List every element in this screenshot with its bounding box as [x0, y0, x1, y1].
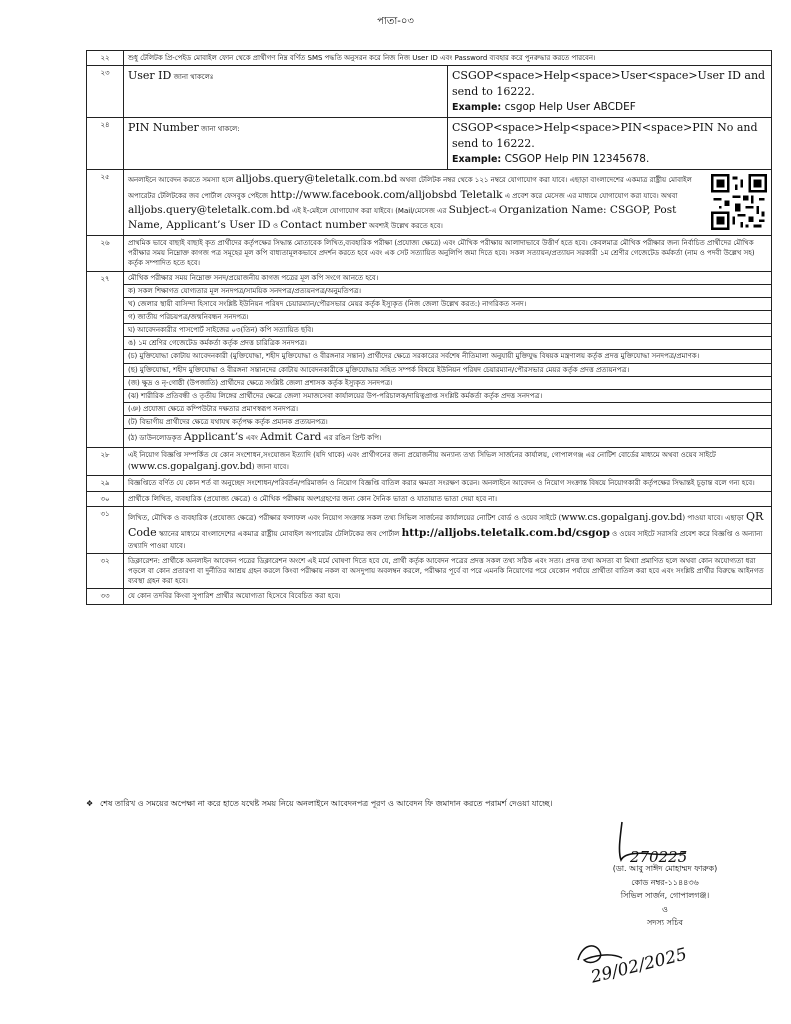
row-text: বিজ্ঞপ্তিতে বর্ণিত যে কোন শর্ত বা অনুচ্ছেদ সংশোধন/পরিবর্তন/পরিমার্জন ও নিয়োগ বিজ্ঞপ্তি বাতিল করার ক্ষমতা সংরক্ষণ করেন। অনলাইনে আবেদন ও নিয়োগ সংক্রান্ত বিষয়ে নিয়োগকারী কর্তৃপক্ষের সিদ্ধান্তই চূড়ান্ত বলে গন্য হবে।: [124, 476, 772, 491]
row-number: ৩০: [87, 491, 124, 506]
table-row: [87, 66, 772, 118]
table-row: [87, 447, 772, 476]
advice-note: ❖ শেষ তারিখ ও সময়ের অপেক্ষা না করে হাতে যথেষ্ট সময় নিয়ে অনলাইনে আবেদনপত্র পূরণ ও আবেদন ফি জমাদান করতে পরামর্শ দেওয়া যাচ্ছে।: [100, 798, 760, 811]
row-text: প্রাথমিক ভাবে বাছাই বাছাই কৃত প্রার্থীদের কর্তৃপক্ষের সিদ্ধান্ত মোতাবেক লিখিত,ব্যবহারিক পরীক্ষা (প্রযোজ্য ক্ষেত্রে) এবং মৌখিক পরীক্ষায় আলাদাভাবে উত্তীর্ণ হতে হবে। কেবলমাত্র মৌখিক পরীক্ষার জন্য নির্বাচিত প্রার্থীদের মৌখিক পরীক্ষার সময় নিম্নোক্ত কাগজ পত্র সমূহের মূল কপি বাধ্যতামূলকভাবে প্রদর্শন করতে হবে এবং এক সেট সত্যায়িত অনুলিপি জমা দিতে হবে। সকল সত্যায়ন/প্রত্যায়ন সরকারী ১ম শ্রেণীর গেজেটেড কর্মকর্তা (নাম ও পদবী উল্লেখ সহ) কর্তৃক সম্পাদিত হতে হবে।: [124, 236, 772, 271]
qr-code-icon: [711, 174, 767, 230]
star-bullet-icon: ❖: [86, 799, 94, 808]
row-number: ২৮: [87, 447, 124, 476]
table-row: [87, 170, 772, 236]
row-number: ২৯: [87, 476, 124, 491]
list-item: (জ) ক্ষুদ্র ও নৃ-গোষ্ঠী (উপজাতি) প্রার্থীদের ক্ষেত্রে সংশ্লিষ্ট জেলা প্রশাসক কর্তৃক ইস্যুকৃত সনদপত্র।: [124, 376, 771, 389]
sms-label: User ID জানা থাকলেঃ: [124, 66, 448, 118]
signatory-name: (ডা. আবু সাঈদ মোহাম্মদ ফারুক): [612, 864, 718, 873]
list-item: মৌখিক পরীক্ষার সময় নিম্নোক্ত সনদ/প্রয়োজনীয় কাগজ পত্রের মূল কপি সংগে আনতে হবে।: [128, 273, 379, 282]
table-row: [87, 51, 772, 66]
list-item: খ) জেলার স্থায়ী বাসিন্দা হিসাবে সংশ্লিষ্ট ইউনিয়ন পরিষদ চেয়ারম্যান/পৌরসভার মেয়র কর্তৃক ইস্যুকৃত (নিজ জেলা উল্লেখ করত:) নাগরিকত সনদ।: [124, 297, 771, 310]
list-item: (ছ) মুক্তিযোদ্ধা, শহীদ মুক্তিযোদ্ধা ও বীরঙ্গনা সন্তানদের কোটায় আবেদনকারীকে মুক্তিযোদ্ধার সহিত সম্পর্ক বিষয়ে ইউনিয়ন পরিষদ চেয়ারম্যান/পৌরসভার মেয়র কর্তৃক প্রদত্ত প্রত্যয়নপত্র।: [124, 363, 771, 376]
sms-format: CSGOP<space>Help<space>User<space>User ID and send to 16222. Example: csgop Help User ABCDEF: [448, 66, 772, 118]
signature-block: [560, 862, 770, 930]
list-item: (ট) বিভাগীয় প্রার্থীদের ক্ষেত্রে যথাযথ কর্তৃপক্ষ কর্তৃক প্রমানক প্রত্যয়নপত্র।: [124, 415, 771, 428]
row-text: যে কোন তদবির কিংবা সুপারিশ প্রার্থীর অযোগ্যতা হিসেবে বিবেচিত করা হবে।: [124, 589, 772, 604]
document-list: [124, 271, 772, 447]
row-number: ২৩: [87, 66, 124, 118]
row-number: ২৪: [87, 118, 124, 170]
table-row: [87, 491, 772, 506]
row-number: ৩৩: [87, 589, 124, 604]
list-item: ক) সকল শিক্ষাগত যোগ্যতার মূল সনদপত্র/সাময়িক সনদপত্র/প্রত্যয়নপত্র/অনুমতিপত্র।: [124, 284, 771, 297]
conjunction: ও: [662, 904, 668, 914]
row-number: ২৬: [87, 236, 124, 271]
page-number: পাতা-০৩: [377, 16, 414, 27]
sms-format: CSGOP<space>Help<space>PIN<space>PIN No and send to 16222. Example: CSGOP Help PIN 12345678.: [448, 118, 772, 170]
table-row: [87, 554, 772, 589]
signatory-code: কোড নম্বর-১১৪৪৩৬: [631, 877, 699, 887]
list-item: ঙ) ১ম শ্রেণির গেজেটেড কর্মকর্তা কর্তৃক প্রদত্ত চারিত্রিক সনদপত্র।: [124, 336, 771, 349]
row-text: প্রার্থীকে লিখিত, ব্যবহারিক (প্রযোজ্য ক্ষেত্রে) ও মৌখিক পরীক্ষায় অংশগ্রহণের জন্য কোন দৈনিক ভাতা ও যাতায়াত ভাতা দেয়া হবে না।: [124, 491, 772, 506]
signature-date: 29/02/2025: [589, 944, 689, 988]
table-row: [87, 589, 772, 604]
table-row: [87, 506, 772, 553]
signatory-title: সিভিল সার্জন, গোপালগঞ্জ।: [620, 891, 710, 901]
row-text: লিখিত, মৌখিক ও ব্যবহারিক (প্রযোজ্য ক্ষেত্রে) পরীক্ষার ফলাফল এবং নিয়োগ সংক্রান্ত সকল তথ্য সিভিল সার্জনের কার্যালয়ের নোটিশ বোর্ড ও ওয়েব সাইটে (www.cs.gopalganj.gov.bd) পাওয়া যাবে। এছাড়া QR Code স্ক্যানের মাধ্যমে বাংলাদেশের একমাত্র রাষ্ট্রীয় মোবাইল অপারেটর টেলিটকের জব পোর্টাল http://alljobs.teletalk.com.bd/csgop ও ওয়েব সাইটে সরাসরি প্রবেশ করে বিজ্ঞপ্তি ও অন্যান্য তথ্যাদি পাওয়া যাবে।: [124, 506, 772, 553]
signature-date: 270225: [630, 848, 688, 866]
row-number: ৩২: [87, 554, 124, 589]
row-text: এই নিয়োগ বিজ্ঞপ্তি সম্পর্কিত যে কোন সংশোধন,সংযোজন ইত্যাদি (যদি থাকে) এবং প্রার্থীগনের জন্য প্রয়োজনীয় অন্যান্য তথ্য সিভিল সার্জনের কার্যালয়, গোপালগঞ্জ এর নোটিশ বোর্ডের মাধ্যমে অথবা ওয়েব সাইটে (www.cs.gopalganj.gov.bd) জানা যাবে।: [124, 447, 772, 476]
table-row: [87, 271, 772, 447]
sms-label: PIN Number জানা থাকলে:: [124, 118, 448, 170]
row-number: ৩১: [87, 506, 124, 553]
list-item: (চ) মুক্তিযোদ্ধা কোটায় আবেদনকারী (মুক্তিযোদ্ধা, শহীদ মুক্তিযোদ্ধা ও বীরঙ্গনার সন্তান) প্রার্থীদের ক্ষেত্রে সরকারের সর্বশেষ নীতিমালা অনুযায়ী মুক্তিযুদ্ধ বিষয়ক মন্ত্রণালয় কর্তৃক প্রদত্ত মুক্তিযোদ্ধা সনদপত্র/প্রমাণক।: [124, 349, 771, 362]
row-number: ২২: [87, 51, 124, 66]
list-item: গ) জাতীয় পরিচয়পত্র/জন্মনিবন্ধন সনদপত্র।: [124, 310, 771, 323]
row-number: ২৫: [87, 170, 124, 236]
row-text: শুধু টেলিটক প্রি-পেইড মোবাইল ফোন থেকে প্রার্থীগণ নিম্ন বর্ণিত SMS পদ্ধতি অনুসরন করে নিজ নিজ User ID এবং Password ব্যবহার করে পুনরুদ্ধার করতে পারবেন।: [124, 51, 772, 66]
row-number: ২৭: [87, 271, 124, 447]
list-item: ঘ) আবেদনকারীর পাসপোর্ট সাইজের ০৩(তিন) কপি সত্যায়িত ছবি।: [124, 323, 771, 336]
list-item: (ঞ) প্রযোজ্য ক্ষেত্রে কম্পিউটার দক্ষতার প্রমাণস্বরূপ সনদপত্র।: [124, 402, 771, 415]
list-item: (ঠ) ডাউনলোডকৃত Applicant’s এবং Admit Card এর রঙিন প্রিন্ট কপি।: [124, 428, 771, 446]
row-text: অনলাইনে আবেদন করতে সমস্যা হলে alljobs.query@teletalk.com.bd অথবা টেলিটক নম্বর থেকে ১২১ নম্বরে যোগাযোগ করা যাবে। এছাড়া বাংলাদেশের একমাত্র রাষ্ট্রীয় মোবাইল অপারেটর টেলিটকের জব পোর্টাল ফেসবুক পেইজে http://www.facebook.com/alljobsbd Teletalk এ প্রবেশ করে মেসেজ এর মাধ্যমে যোগাযোগ করা যাবে। অথবা alljobs.query@teletalk.com.bd এই ই-মেইলে যোগাযোগ করা যাইবে। (Mail/মেসেজ এর Subject-এ Organization Name: CSGOP, Post Name, Applicant’s User ID ও Contact number অবশ্যই উল্লেখ করতে হবে।: [124, 170, 772, 236]
table-row: [87, 476, 772, 491]
list-item: (ঝ) শারীরিক প্রতিবন্ধী ও তৃতীয় লিঙ্গের প্রার্থীদের ক্ষেত্রে জেলা সমাজসেবা কার্যালয়ের উপ-পরিচালক/দায়িত্বপ্রাপ্ত সংশ্লিষ্ট কর্মকর্তা কর্তৃক প্রদত্ত সনদপত্র।: [124, 389, 771, 402]
notice-table: [86, 50, 772, 605]
member-secretary: সদস্য সচিব: [647, 918, 683, 928]
row-text: ডিক্লারেশন: প্রার্থীকে অনলাইন আবেদন পত্রের ডিক্লারেশন অংশে এই মর্মে ঘোষণা দিতে হবে যে, প্রার্থী কর্তৃক আবেদন পত্রের প্রদত্ত সকল তথ্য সঠিক এবং সত্য। প্রদত্ত তথ্য অসত্য বা মিথ্যা প্রমাণিত হলে অথবা কোন অযোগ্যতা ধরা পড়লে বা কোন প্রতারণা বা দুর্নীতির আশ্রয় গ্রহন করলে কিংবা পরীক্ষায় নকল বা অসদুপায় অবলম্বন করলে, পরীক্ষার পূর্বে বা পরে এমনকি নিয়োগের পরে যেকোন পর্যায়ে প্রার্থীতা বাতিল করা হবে এবং সংশ্লিষ্ট প্রার্থীর বিরুদ্ধে আইনগত ব্যবস্থা গ্রহন করা হবে।: [124, 554, 772, 589]
table-row: [87, 118, 772, 170]
table-row: [87, 236, 772, 271]
